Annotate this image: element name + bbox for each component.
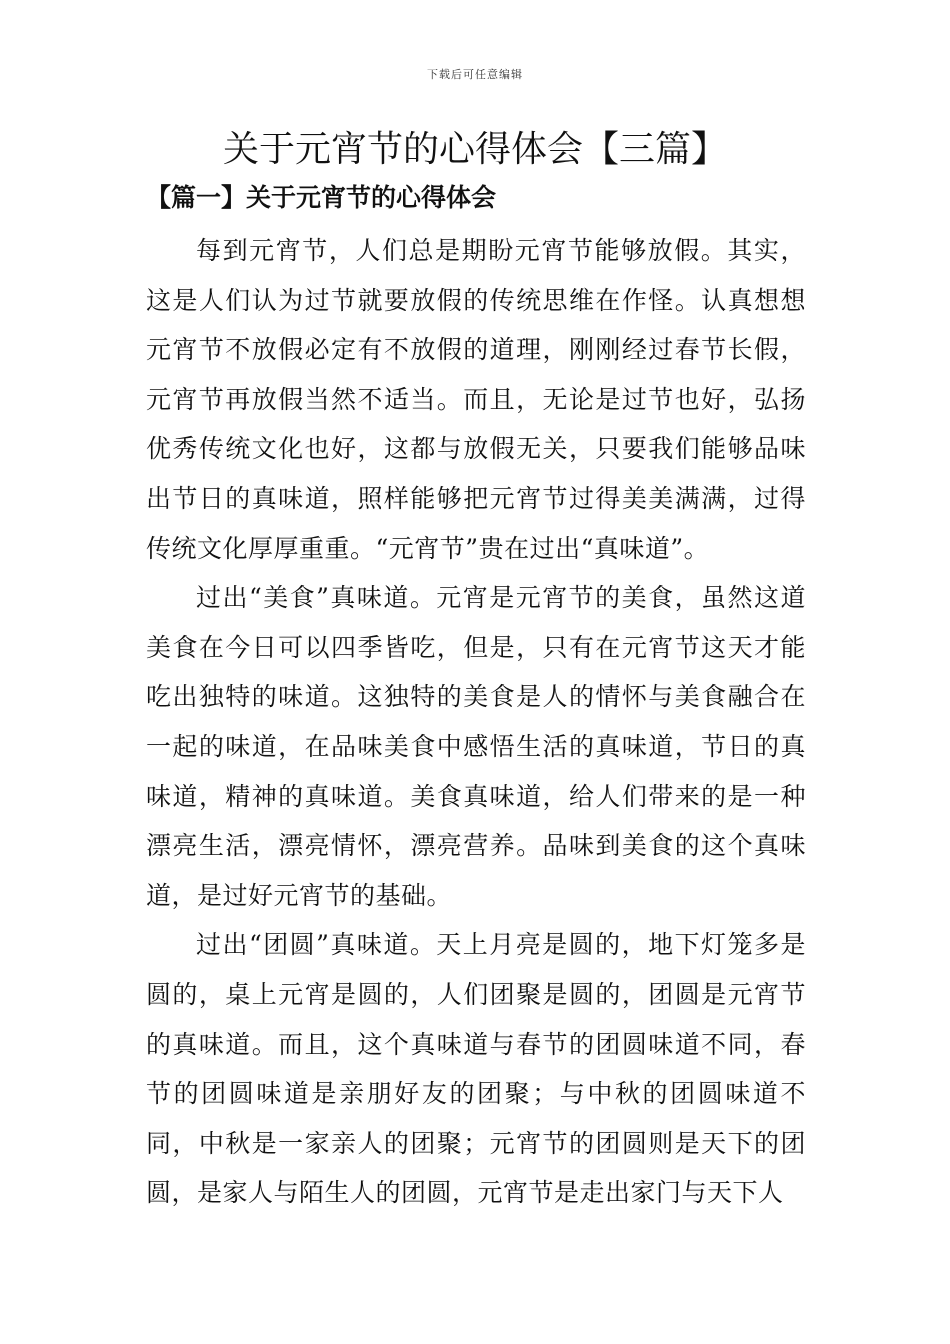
- body-text: [146, 226, 806, 1218]
- section-heading: 【篇一】关于元宵节的心得体会: [146, 183, 497, 212]
- paragraph-3: 过出“团圆”真味道。天上月亮是圆的，地下灯笼多是圆的，桌上元宵是圆的，人们团聚是圆的，团圆是元宵节的真味道。而且，这个真味道与春节的团圆味道不同，春节的团圆味道是亲朋好友的团聚；与中秋的团圆味道不同，中秋是一家亲人的团聚；元宵节的团圆则是天下的团圆，是家人与陌生人的团圆，元宵节是走出家门与天下人: [146, 930, 806, 1208]
- paragraph-2: 过出“美食”真味道。元宵是元宵节的美食，虽然这道美食在今日可以四季皆吃，但是，只有在元宵节这天才能吃出独特的味道。这独特的美食是人的情怀与美食融合在一起的味道，在品味美食中感悟生活的真味道，节日的真味道，精神的真味道。美食真味道，给人们带来的是一种漂亮生活，漂亮情怀，漂亮营养。品味到美食的这个真味道，是过好元宵节的基础。: [146, 583, 806, 910]
- header-note: 下载后可任意编辑: [427, 68, 523, 81]
- paragraph-1: 每到元宵节，人们总是期盼元宵节能够放假。其实，这是人们认为过节就要放假的传统思维在作怪。认真想想元宵节不放假必定有不放假的道理，刚刚经过春节长假，元宵节再放假当然不适当。而且，无论是过节也好，弘扬优秀传统文化也好，这都与放假无关，只要我们能够品味出节日的真味道，照样能够把元宵节过得美美满满，过得传统文化厚厚重重。“元宵节”贵在过出“真味道”。: [146, 236, 806, 563]
- document-title: 关于元宵节的心得体会【三篇】: [222, 129, 727, 170]
